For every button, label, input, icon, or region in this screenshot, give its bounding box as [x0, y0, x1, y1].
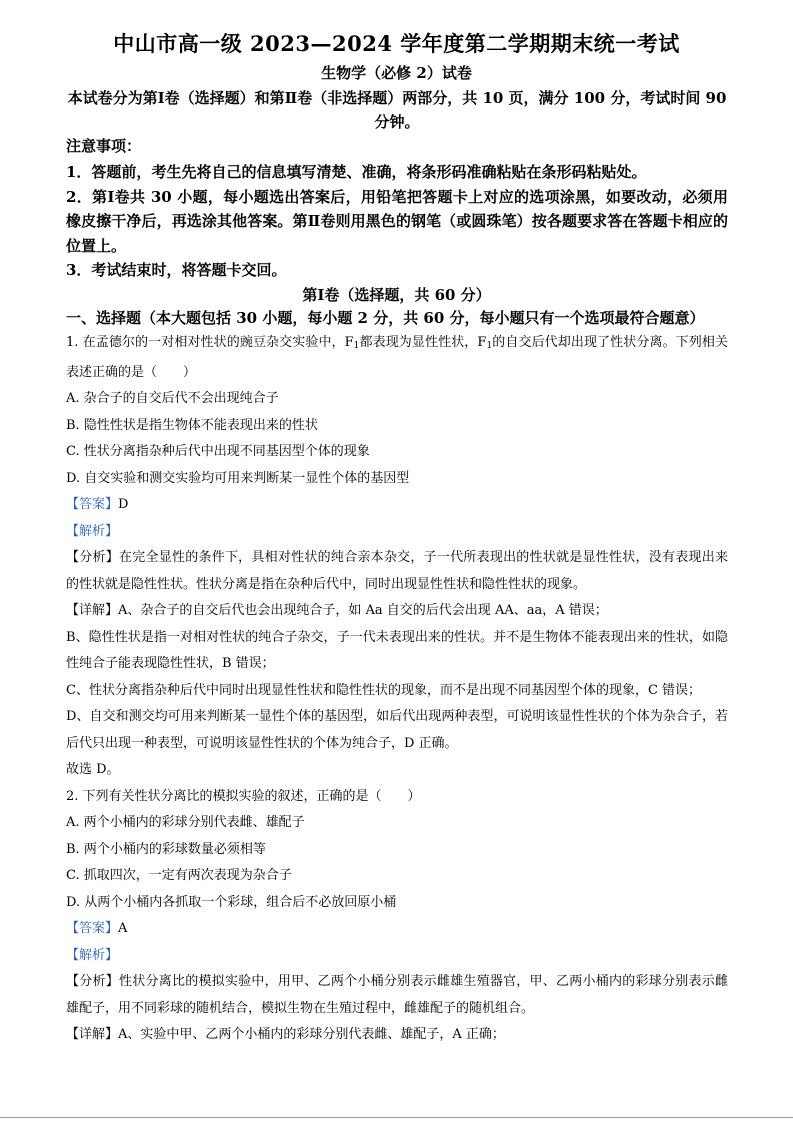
exam-subtitle: 生物学（必修 2）试卷 — [321, 64, 472, 82]
notice-list — [66, 160, 728, 283]
q1-analysis-tag: 【解析】 — [66, 523, 119, 539]
page-bottom-rule — [0, 1117, 793, 1118]
q1-stem-a: 1. 在孟德尔的一对相对性状的豌豆杂交实验中，F — [66, 335, 354, 350]
fenxi-tag: 【分析】 — [66, 974, 119, 989]
answer-tag: 【答案】 — [66, 921, 119, 936]
q2-answer-value: A — [118, 921, 128, 936]
fenxi-tag: 【分析】 — [66, 550, 119, 565]
q2-answer — [66, 916, 728, 943]
q1-option-b: B. 隐性性状是指生物体不能表现出来的性状 — [66, 417, 318, 433]
notice-item: 3．考试结束时，将答题卡交回。 — [66, 261, 287, 279]
q2-option-a: A. 两个小桶内的彩球分别代表雌、雄配子 — [66, 815, 305, 830]
q1-answer-value: D — [118, 497, 129, 512]
q1-option-a: A. 杂合子的自交后代不会出现纯合子 — [66, 391, 279, 406]
q1-detail-a-text: A、杂合子的自交后代也会出现纯合子，如 Aa 自交的后代会出现 AA、aa，A 错误； — [118, 603, 608, 618]
q2-stem: 2. 下列有关性状分离比的模拟实验的叙述，正确的是（ ） — [66, 788, 421, 804]
q2-fenxi-text: 性状分离比的模拟实验中，用甲、乙两个小桶分别表示雌雄生殖器官，甲、乙两小桶内的彩球分别表示雌雄配子，用不同彩球的随机结合，模拟生物在生殖过程中，雌雄配子的随机组合。 — [66, 974, 728, 1016]
question-body — [66, 330, 728, 1049]
q1-conclusion: 故选 D。 — [66, 762, 120, 777]
q1-detail-d: D、自交和测交均可用来判断某一显性个体的基因型，如后代出现两种表型，可说明该显性性状的个体为杂合子，若后代只出现一种表型，可说明该显性性状的个体为纯合子，D 正确。 — [66, 709, 728, 751]
q1-stem-b: 都表现为显性性状，F — [359, 335, 487, 350]
q2-option-c: C. 抓取四次，一定有两次表现为杂合子 — [66, 868, 292, 883]
xiangjie-tag: 【详解】 — [66, 603, 119, 618]
q1-detail-c: C、性状分离指杂种后代中同时出现显性性状和隐性性状的现象，而不是出现不同基因型个体的现象，C 错误； — [66, 682, 702, 698]
q2-detail-a-text: A、实验中甲、乙两个小桶内的彩球分别代表雌、雄配子，A 正确； — [118, 1027, 505, 1042]
q2-analysis-tag: 【解析】 — [66, 947, 119, 963]
q1-fenxi-text: 在完全显性的条件下，具相对性状的纯合亲本杂交，子一代所表现出的性状就是显性性状，没有表现出来的性状就是隐性性状。性状分离是指在杂种后代中，同时出现显性性状和隐性性状的现象。 — [66, 550, 728, 592]
q1-subscript: 1 — [353, 341, 360, 351]
q2-detail-a — [66, 1022, 728, 1049]
section-title: 一、选择题（本大题包括 30 小题，每小题 2 分，共 60 分，每小题只有一个选项最符合题意） — [66, 309, 705, 327]
q1-fenxi — [66, 545, 728, 598]
q2-fenxi — [66, 969, 728, 1022]
q1-detail-b: B、隐性性状是指一对相对性状的纯合子杂交，子一代未表现出来的性状。并不是生物体不能表现出来的性状，如隐性纯合子能表现隐性性状，B 错误； — [66, 629, 728, 671]
notice-item: 2．第Ⅰ卷共 30 小题，每小题选出答案后，用铅笔把答题卡上对应的选项涂黑，如要改动，必须用橡皮擦干净后，再选涂其他答案。第Ⅱ卷则用黑色的钢笔（或圆珠笔）按各题要求答在答题卡相应的位置上。 — [66, 187, 728, 255]
q1-subscript: 1 — [486, 341, 493, 351]
notice-item: 1．答题前，考生先将自己的信息填写清楚、准确，将条形码准确粘贴在条形码粘贴处。 — [66, 163, 647, 181]
q1-option-c: C. 性状分离指杂种后代中出现不同基因型个体的现象 — [66, 444, 370, 459]
q1-answer — [66, 492, 728, 519]
answer-tag: 【答案】 — [66, 497, 119, 512]
q1-detail-a — [66, 598, 728, 625]
exam-title: 中山市高一级 2023—2024 学年度第二学期期末统一考试 — [113, 31, 680, 56]
part1-title: 第Ⅰ卷（选择题，共 60 分） — [302, 286, 491, 304]
q1-stem — [66, 330, 728, 386]
q2-option-b: B. 两个小桶内的彩球数量必须相等 — [66, 841, 266, 857]
q2-option-d: D. 从两个小桶内各抓取一个彩球，组合后不必放回原小桶 — [66, 894, 397, 910]
q1-option-d: D. 自交实验和测交实验均可用来判断某一显性个体的基因型 — [66, 470, 410, 486]
q1-stem-c: 的自交后代却出现了性状分离。下列相关表述正确的是（ ） — [66, 335, 728, 380]
xiangjie-tag: 【详解】 — [66, 1027, 119, 1042]
notice-heading: 注意事项： — [66, 137, 142, 155]
exam-intro: 本试卷分为第Ⅰ卷（选择题）和第Ⅱ卷（非选择题）两部分，共 10 页，满分 100 分，考试时间 90 分钟。 — [67, 89, 727, 131]
